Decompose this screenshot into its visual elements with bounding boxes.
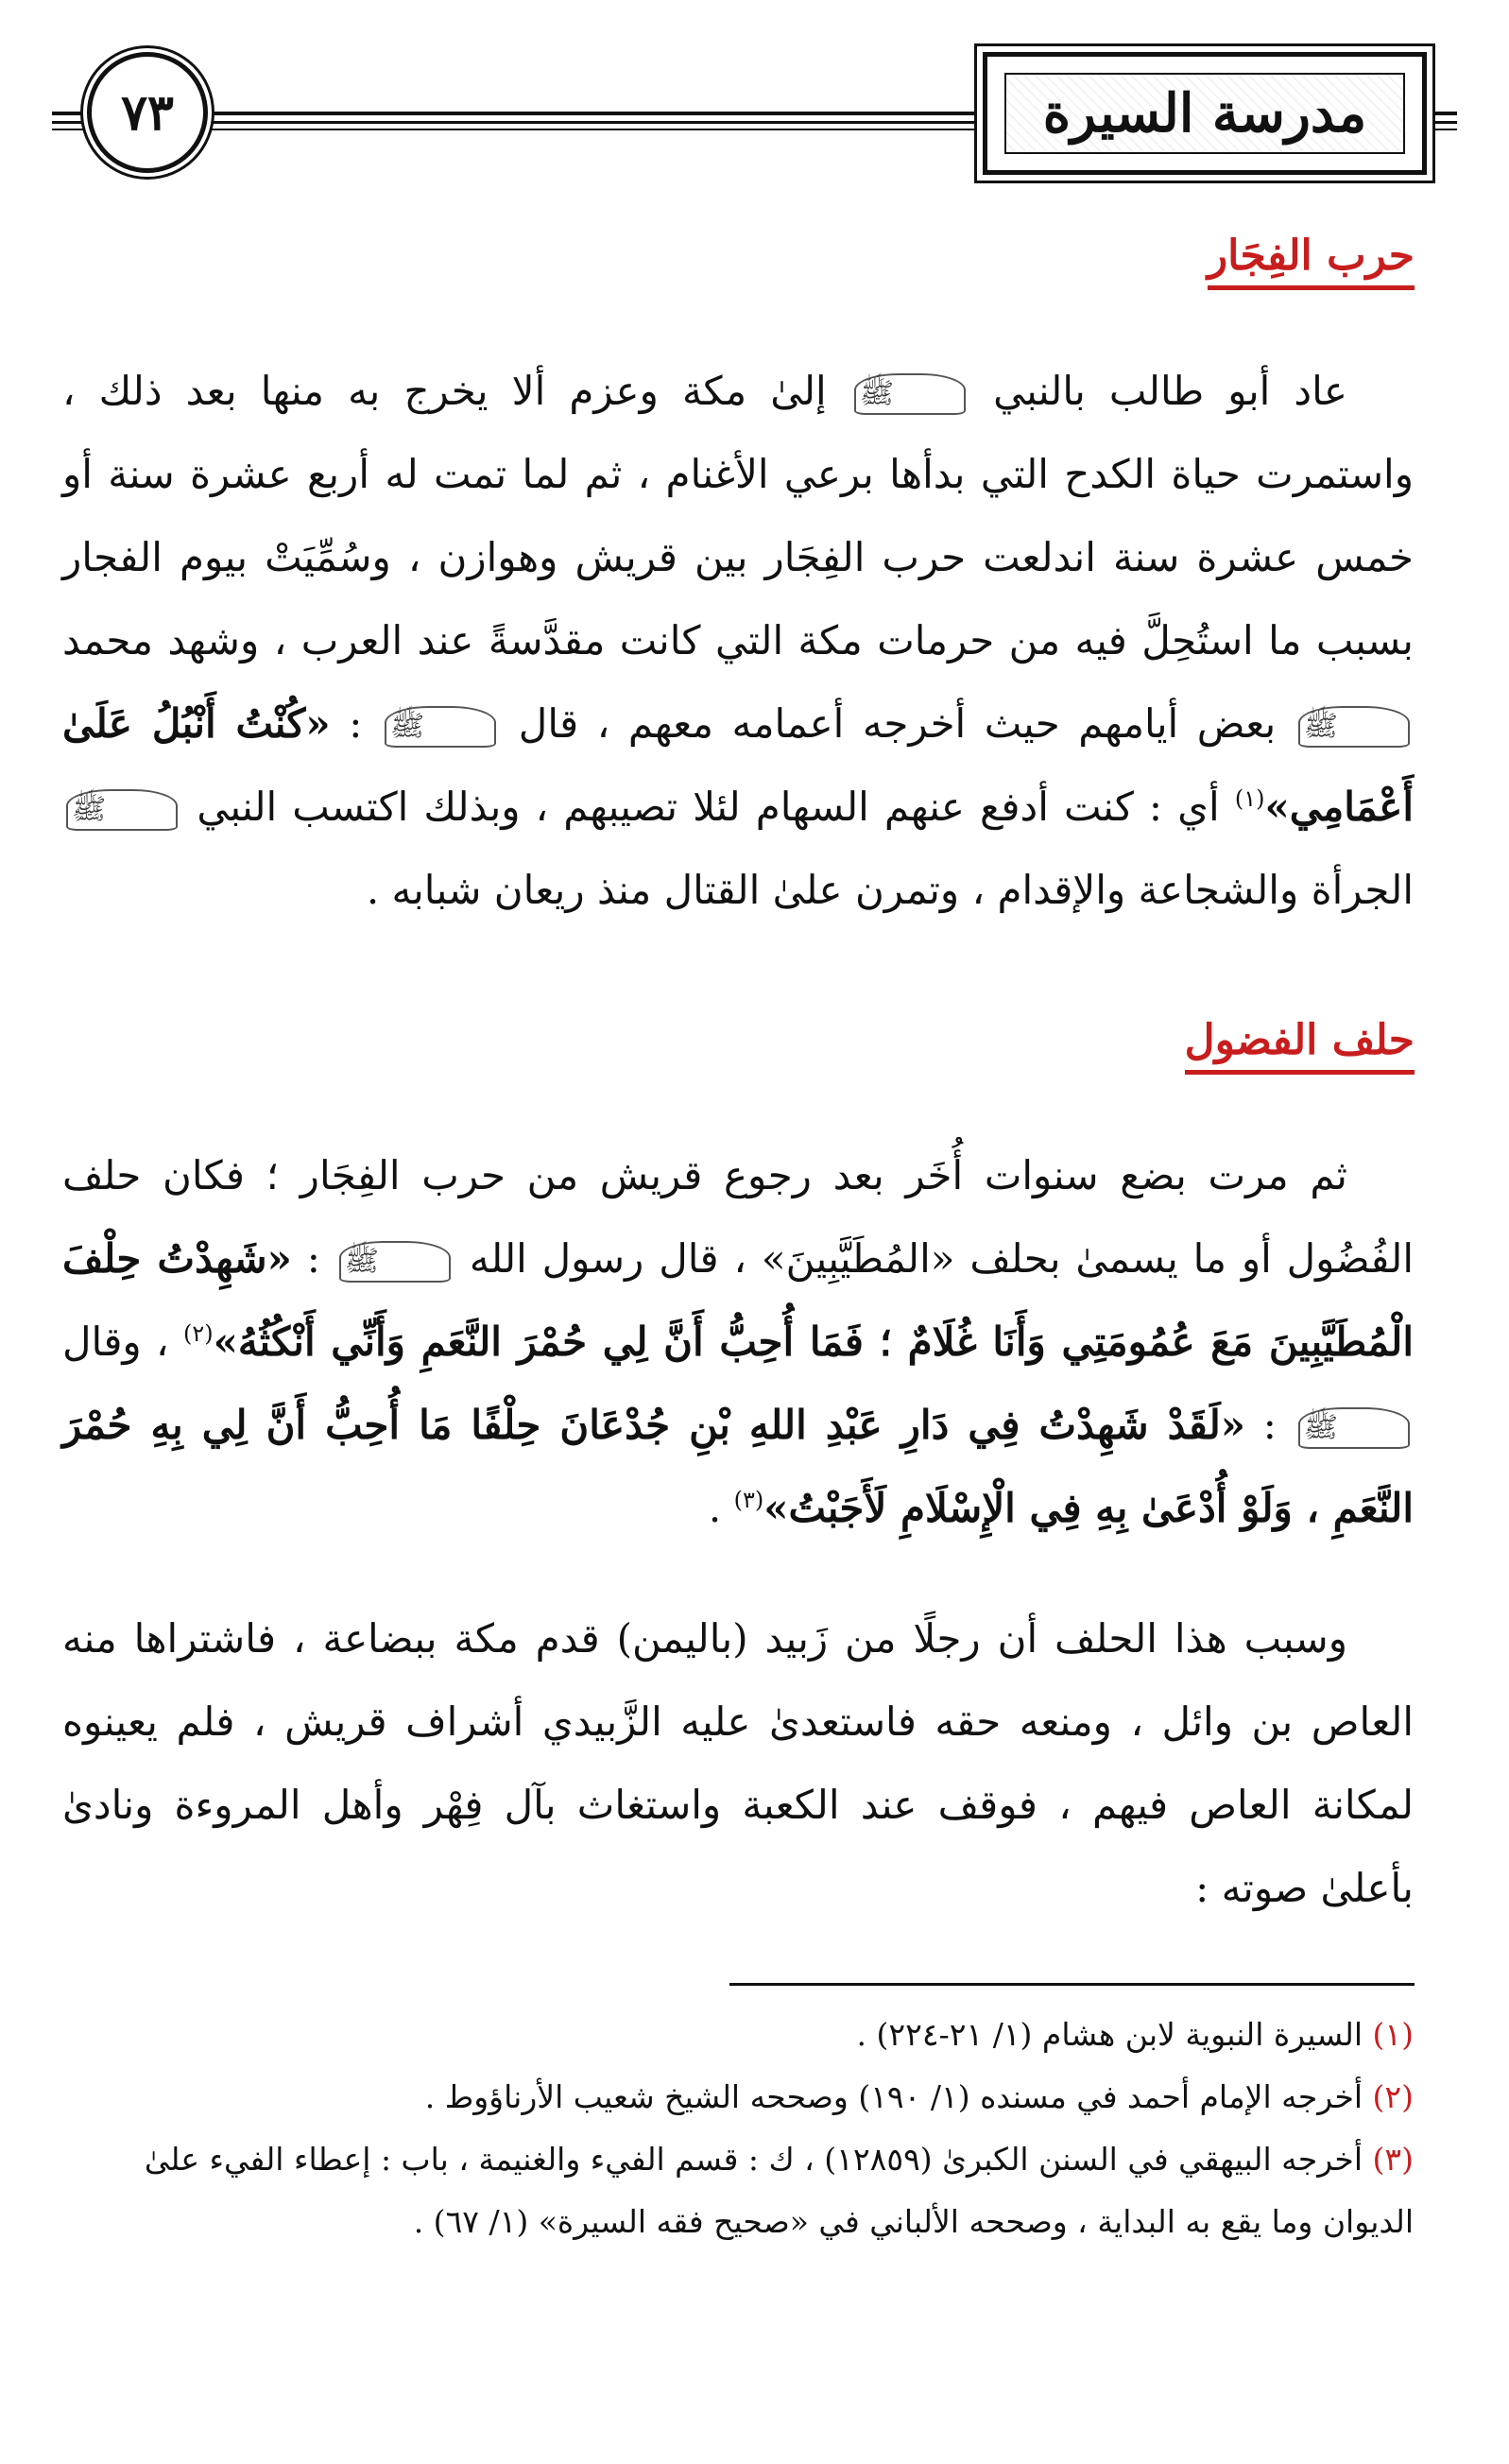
section-heading-fijar: حرب الفِجَار xyxy=(1208,232,1415,290)
text-run: عاد أبو طالب بالنبي xyxy=(993,368,1347,414)
footnote-2 xyxy=(62,2066,1414,2128)
paragraph-fudul xyxy=(62,1134,1414,1550)
footnote-3 xyxy=(62,2128,1414,2253)
page-number: ٧٣ xyxy=(87,52,208,173)
hadith-quote: «شَهِدْتُ حِلْفَ الْمُطَيَّبِينَ مَعَ عُمُومَتِي وَأَنَا غُلَامٌ ؛ فَمَا أُحِبُّ أَنَّ لِي حُمْرَ النَّعَمِ وَأَنِّي أَنْكُثُهُ» xyxy=(62,1235,1415,1365)
footnote-1 xyxy=(62,2004,1414,2066)
footnotes xyxy=(62,2004,1414,2253)
text-run: أي : كنت أدفع عنهم السهام لئلا تصيبهم ، وبذلك اكتسب النبي xyxy=(197,784,1220,830)
footnote-number: (١) xyxy=(1372,2016,1414,2053)
footnote-ref-3[interactable]: (٣) xyxy=(733,1487,764,1513)
pbuh-icon: ﷺ xyxy=(854,373,966,415)
text-run: : xyxy=(306,1235,320,1282)
pbuh-icon: ﷺ xyxy=(1298,706,1410,748)
text-run: إلىٰ مكة وعزم ألا يخرج به منها بعد ذلك ، واستمرت حياة الكدح التي بدأها برعي الأغنام ، ثم لما تمت له أربع عشرة سنة أو خمس عشرة سنة اندلعت حرب الفِجَار بين قريش وهوازن ، وسُمِّيَتْ بيوم الفجار بسبب ما استُحِلَّ فيه من حرمات مكة التي كانت مقدَّسةً عند العرب ، وشهد محمد xyxy=(62,368,1414,663)
text-run: : xyxy=(1262,1402,1277,1448)
hadith-quote: «كُنْتُ أَنْبُلُ عَلَىٰ أَعْمَامِي» xyxy=(62,700,1415,830)
footnote-number: (٢) xyxy=(1372,2078,1414,2115)
footnote-text: السيرة النبوية لابن هشام (١/ ٢١-٢٢٤) . xyxy=(856,2016,1363,2053)
text-run: الجرأة والشجاعة والإقدام ، وتمرن علىٰ القتال منذ ريعان شبابه . xyxy=(366,867,1414,913)
paragraph-hilf-cause: وسبب هذا الحلف أن رجلًا من زَبيد (باليمن) قدم مكة ببضاعة ، فاشتراها منه العاص بن وائل ، ومنعه حقه فاستعدىٰ عليه الزَّبيدي أشراف قريش ، فلم يعينوه لمكانة العاص فيهم ، فوقف عند الكعبة واستغاث بآل فِهْر وأهل المروءة ونادىٰ بأعلىٰ صوته : xyxy=(62,1615,1414,1911)
paragraph-fijar xyxy=(62,350,1414,932)
logo-frame xyxy=(1004,73,1405,154)
book-title: مدرسة السيرة xyxy=(1042,82,1367,145)
footnote-text: أخرجه البيهقي في السنن الكبرىٰ (١٢٨٥٩) ، ك : قسم الفيء والغنيمة ، باب : إعطاء الفيء علىٰ الديوان وما يقع به البداية ، وصححه الألباني في «صحيح فقه السيرة» (١/ ٦٧) . xyxy=(144,2141,1414,2240)
hadith-quote: «لَقَدْ شَهِدْتُ فِي دَارِ عَبْدِ اللهِ بْنِ جُدْعَانَ حِلْفًا مَا أُحِبُّ أَنَّ لِي بِهِ حُمْرَ النَّعَمِ ، وَلَوْ أُدْعَىٰ بِهِ فِي الْإِسْلَامِ لَأَجَبْتُ» xyxy=(62,1402,1414,1531)
book-title-logo xyxy=(983,52,1427,175)
text-run: ثم مرت بضع سنوات أُخَر بعد رجوع قريش من حرب الفِجَار ؛ فكان حلف الفُضُول أو ما يسمىٰ بحلف «المُطَيَّبِينَ» ، قال رسول الله xyxy=(62,1152,1415,1282)
text-run: . xyxy=(708,1485,722,1531)
pbuh-icon: ﷺ xyxy=(339,1241,451,1283)
text-run: بعض أيامهم حيث أخرجه أعمامه معهم ، قال xyxy=(518,700,1277,747)
text-run: : xyxy=(349,700,363,747)
footnote-divider xyxy=(729,1983,1415,1986)
footnote-ref-2[interactable]: (٢) xyxy=(183,1320,214,1347)
footnote-ref-1[interactable]: (١) xyxy=(1234,785,1265,812)
pbuh-icon: ﷺ xyxy=(385,706,496,748)
footnote-number: (٣) xyxy=(1372,2141,1414,2178)
section-heading-fudul: حلف الفضول xyxy=(1185,1016,1415,1075)
pbuh-icon: ﷺ xyxy=(1298,1407,1410,1449)
text-run: ، وقال xyxy=(62,1318,169,1365)
pbuh-icon: ﷺ xyxy=(66,789,178,831)
footnote-text: أخرجه الإمام أحمد في مسنده (١/ ١٩٠) وصححه الشيخ شعيب الأرناؤوط . xyxy=(424,2078,1363,2115)
